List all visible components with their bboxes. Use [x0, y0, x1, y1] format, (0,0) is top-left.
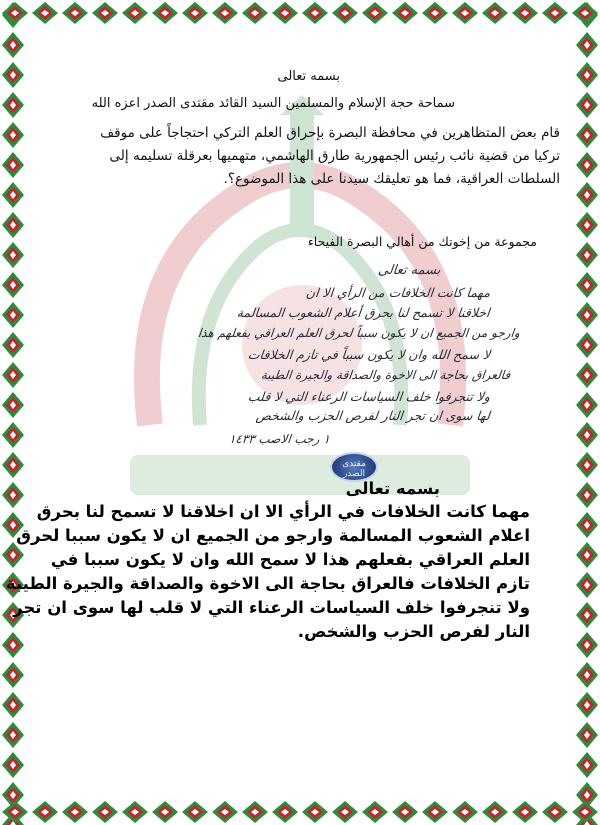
addressee-line: سماحة حجة الإسلام والمسلمين السيد القائد مقتدى الصدر اعزه الله — [91, 96, 455, 111]
handwritten-line-5: فالعراق بحاجة الى الاخوة والصداقة والجيرة الطيبة — [260, 368, 511, 382]
salutation: بسمه تعالى — [277, 69, 340, 84]
reply-line-6: النار لفرص الحزب والشخص. — [297, 622, 530, 641]
handwritten-line-7: لها سوى ان تجر النار لفرص الحزب والشخص — [255, 408, 491, 423]
reply-line-1: مهما كانت الخلافات في الرأي الا ان اخلاقنا لا تسمح لنا بحرق — [36, 502, 530, 521]
handwritten-line-3: وارجو من الجميع ان لا يكون سبباً لحرق العلم العراقي بفعلهم هذا — [197, 326, 521, 340]
letter-content — [5, 0, 560, 825]
letter-signature: مجموعة من إخوتك من أهالي البصرة الفيحاء — [307, 234, 537, 249]
handwritten-salutation: بسمه تعالى — [376, 263, 441, 278]
handwritten-line-6: ولا تنجرفوا خلف السياسات الرعناء التي لا قلب — [247, 389, 491, 404]
reply-line-4: تازم الخلافات فالعراق بحاجة الى الاخوة والصداقة والجيرة الطيبة — [5, 574, 530, 593]
handwritten-line-4: لا سمح الله وان لا يكون سبباً في تازم الخلافات — [246, 347, 491, 362]
reply-salutation: بسمه تعالى — [345, 479, 440, 498]
right-border-ornament — [574, 0, 600, 825]
reply-line-3: العلم العراقي بفعلهم هذا لا سمح الله وان لا يكون سببا في — [50, 550, 530, 569]
handwritten-line-2: اخلاقنا لا تسمح لنا بحرق أعلام الشعوب المسالمة — [236, 305, 491, 320]
reply-line-2: اعلام الشعوب المسالمة وارجو من الجميع ان لا يكون سببا لحرق — [16, 526, 530, 545]
official-seal — [330, 452, 378, 482]
seal-text: مقتدى الصدر — [342, 459, 366, 479]
handwritten-date: ١ رجب الاصب ١٤٣٣ — [228, 432, 331, 446]
letter-body-line-1: قام بعض المتظاهرين في محافظة البصرة بإحراق العلم التركي احتجاجاً على موقف — [100, 125, 560, 141]
reply-line-5: ولا تنجرفوا خلف السياسات الرعناء التي لا قلب لها سوى ان تجر — [13, 598, 530, 617]
letter-body-line-2: تركيا من قضية نائب رئيس الجمهورية طارق الهاشمي، متهميها بعرقلة تسليمه إلى — [109, 148, 560, 164]
handwritten-line-1: مهما كانت الخلافات من الرأي الا ان — [305, 285, 491, 300]
left-border-ornament — [0, 0, 26, 825]
letter-body-line-3: السلطات العراقية، فما هو تعليقك سيدنا على هذا الموضوع؟. — [223, 171, 560, 187]
